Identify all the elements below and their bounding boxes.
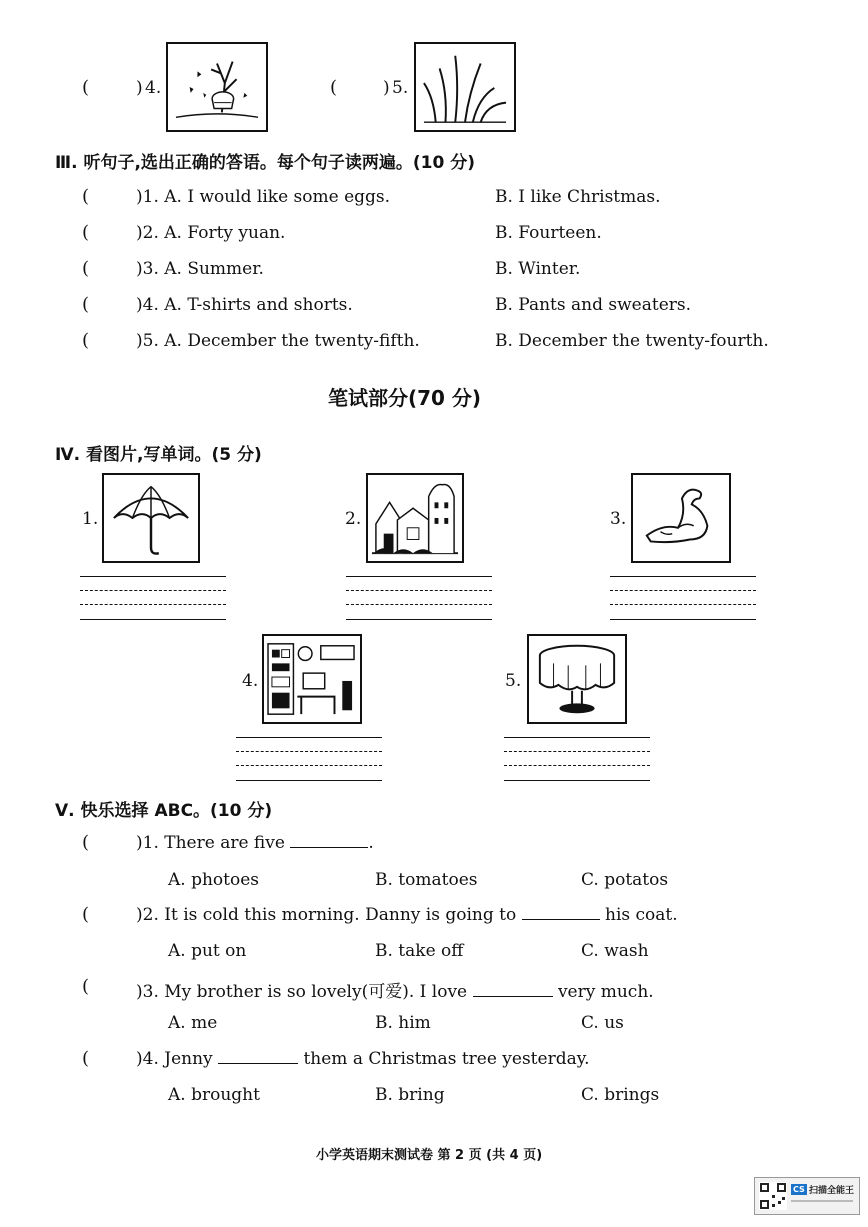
answer-lines[interactable] (236, 737, 382, 783)
option-c: C. us (581, 1013, 624, 1033)
arm-muscle-icon (631, 473, 731, 563)
listening-item-2-option-b: B. Fourteen. (495, 223, 602, 243)
listening-item-3-option-a: )3. A. Summer. (136, 259, 264, 279)
fill-blank[interactable] (522, 905, 600, 920)
question-text: )4. Jenny (136, 1049, 213, 1069)
option-a: A. me (168, 1013, 218, 1033)
answer-paren: ( (82, 186, 90, 207)
question-text-end: them a Christmas tree yesterday. (303, 1049, 590, 1069)
answer-paren: ( (82, 976, 90, 997)
question-text-end: his coat. (605, 905, 678, 925)
option-b: B. take off (375, 941, 464, 961)
item-number: 4. (145, 78, 162, 98)
option-a: A. brought (168, 1085, 260, 1105)
picture-label: 1. (82, 509, 99, 529)
question-text: )1. There are five (136, 833, 285, 853)
item-close-paren: ) (383, 78, 390, 98)
answer-lines[interactable] (610, 576, 756, 622)
picture-label: 5. (505, 671, 522, 691)
qr-code-icon (759, 1182, 787, 1210)
option-c: C. brings (581, 1085, 660, 1105)
church-icon (366, 473, 464, 563)
page-footer: 小学英语期末测试卷 第 2 页 (共 4 页) (316, 1148, 543, 1163)
answer-paren: ( (82, 1048, 90, 1069)
grass-icon (414, 42, 516, 132)
answer-lines[interactable] (504, 737, 650, 783)
answer-paren: ( (82, 904, 90, 925)
section-5-heading: Ⅴ. 快乐选择 ABC。(10 分) (55, 801, 273, 821)
question-text-end: very much. (557, 982, 654, 1002)
option-c: C. potatos (581, 870, 669, 890)
picture-label: 3. (610, 509, 627, 529)
answer-paren: ( (82, 330, 90, 351)
option-b: B. bring (375, 1085, 445, 1105)
picture-label: 4. (242, 671, 259, 691)
answer-paren: ( (82, 294, 90, 315)
scanner-name: 扫描全能王 (809, 1186, 855, 1196)
fill-blank[interactable] (290, 833, 368, 848)
picture-label: 2. (345, 509, 362, 529)
option-a: A. put on (168, 941, 247, 961)
office-icon (262, 634, 362, 724)
listening-item-4-option-b: B. Pants and sweaters. (495, 295, 692, 315)
item-number: 5. (392, 78, 409, 98)
choice-question-3 (136, 977, 654, 1002)
listening-item-3-option-b: B. Winter. (495, 259, 581, 279)
section-3-heading: Ⅲ. 听句子,选出正确的答语。每个句子读两遍。(10 分) (55, 153, 476, 173)
listening-item-1-option-a: )1. A. I would like some eggs. (136, 187, 391, 207)
choice-question-1 (136, 833, 374, 853)
answer-paren: ( (82, 77, 90, 98)
option-b: B. tomatoes (375, 870, 478, 890)
answer-paren: ( (330, 77, 338, 98)
choice-question-4 (136, 1049, 589, 1069)
option-c: C. wash (581, 941, 649, 961)
fill-blank[interactable] (473, 982, 553, 997)
question-text: )3. My brother is so lovely(可爱). I love (136, 982, 468, 1002)
scanner-badge (754, 1177, 860, 1215)
answer-lines[interactable] (80, 576, 226, 622)
scanner-caption-line (791, 1200, 853, 1202)
listening-item-5-option-a: )5. A. December the twenty-fifth. (136, 331, 420, 351)
autumn-tree-icon (166, 42, 268, 132)
answer-lines[interactable] (346, 576, 492, 622)
option-a: A. photoes (168, 870, 260, 890)
written-part-title: 笔试部分(70 分) (328, 386, 482, 410)
listening-item-4-option-a: )4. A. T-shirts and shorts. (136, 295, 353, 315)
listening-item-1-option-b: B. I like Christmas. (495, 187, 661, 207)
fill-blank[interactable] (218, 1049, 298, 1064)
question-text-end: . (368, 833, 374, 853)
answer-paren: ( (82, 222, 90, 243)
answer-paren: ( (82, 832, 90, 853)
listening-item-2-option-a: )2. A. Forty yuan. (136, 223, 286, 243)
choice-question-2 (136, 905, 678, 925)
section-4-heading: Ⅳ. 看图片,写单词。(5 分) (55, 445, 262, 465)
scanner-logo: CS (793, 1185, 805, 1194)
item-close-paren: ) (136, 78, 143, 98)
listening-item-5-option-b: B. December the twenty-fourth. (495, 331, 769, 351)
option-b: B. him (375, 1013, 431, 1033)
table-icon (527, 634, 627, 724)
umbrella-icon (102, 473, 200, 563)
question-text: )2. It is cold this morning. Danny is going to (136, 905, 517, 925)
answer-paren: ( (82, 258, 90, 279)
